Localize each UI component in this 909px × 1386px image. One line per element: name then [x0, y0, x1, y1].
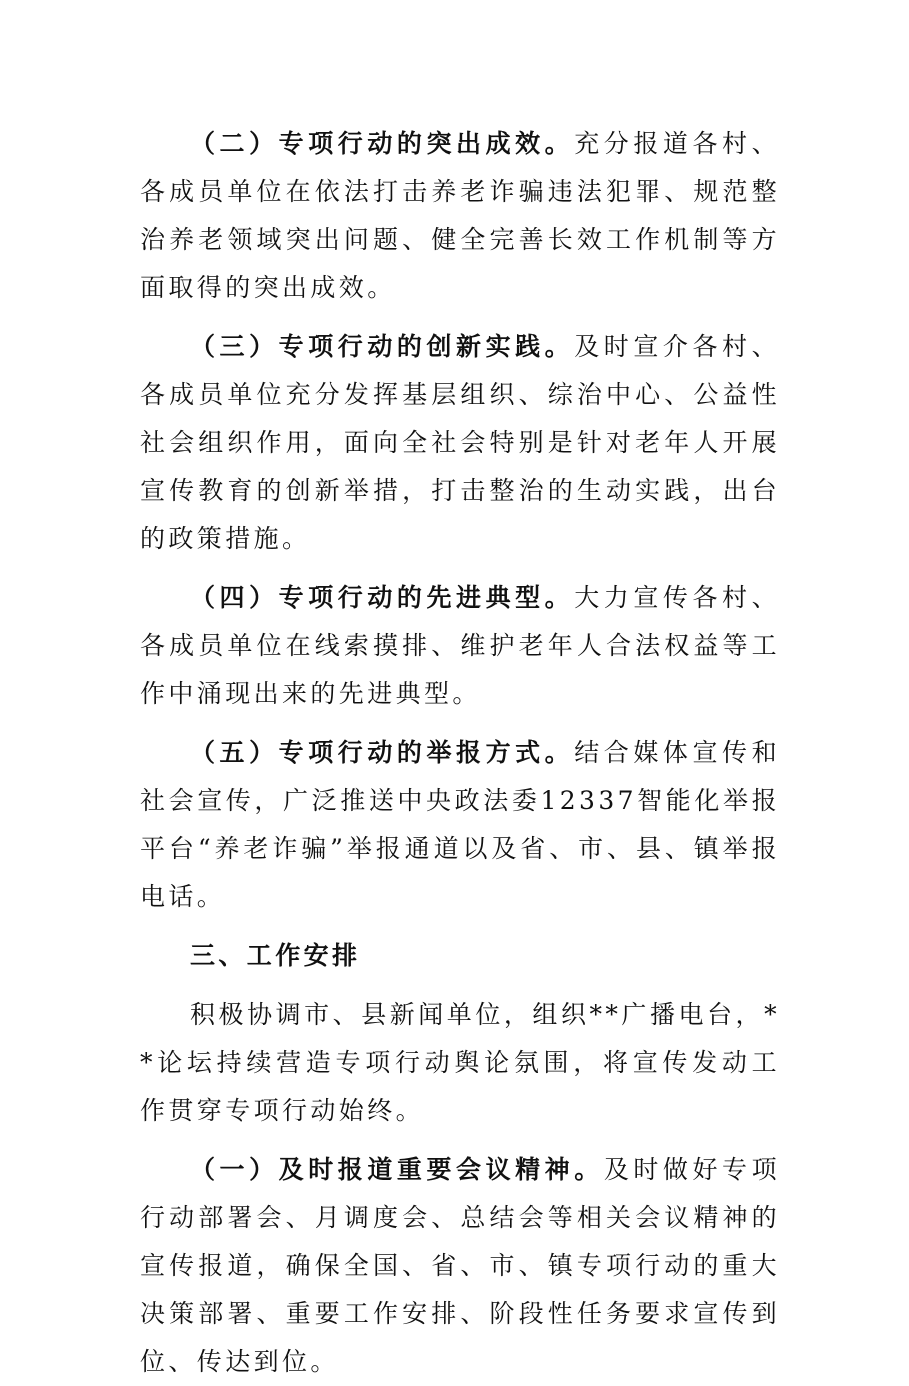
paragraph-lead: （二）专项行动的突出成效。	[190, 129, 575, 158]
section-intro: 积极协调市、县新闻单位，组织**广播电台，**论坛持续营造专项行动舆论氛围，将宣传发动工作贯穿专项行动始终。	[140, 1000, 780, 1125]
paragraph-body: 结合媒体宣传和社会宣传，广泛推送中央政法委12337智能化举报平台“养老诈骗”举报通道以及省、市、县、镇举报电话。	[140, 738, 780, 911]
paragraph-body: 大力宣传各村、各成员单位在线索摸排、维护老年人合法权益等工作中涌现出来的先进典型。	[140, 583, 780, 708]
paragraph-body: 充分报道各村、各成员单位在依法打击养老诈骗违法犯罪、规范整治养老领域突出问题、健全完善长效工作机制等方面取得的突出成效。	[140, 129, 780, 302]
paragraph-innovation	[140, 323, 780, 563]
paragraph-lead: （四）专项行动的先进典型。	[190, 583, 575, 612]
paragraph-body: 及时宣介各村、各成员单位充分发挥基层组织、综治中心、公益性社会组织作用，面向全社会特别是针对老年人开展宣传教育的创新举措，打击整治的生动实践，出台的政策措施。	[140, 332, 780, 553]
paragraph-lead: （一）及时报道重要会议精神。	[190, 1155, 604, 1184]
document-page	[140, 120, 780, 1386]
paragraph-achievements	[140, 120, 780, 312]
paragraph-body: 及时做好专项行动部署会、月调度会、总结会等相关会议精神的宣传报道，确保全国、省、市、镇专项行动的重大决策部署、重要工作安排、阶段性任务要求宣传到位、传达到位。	[140, 1155, 780, 1376]
paragraph-meetings	[140, 1146, 780, 1386]
paragraph-lead: （三）专项行动的创新实践。	[190, 332, 575, 361]
paragraph-lead: （五）专项行动的举报方式。	[190, 738, 575, 767]
paragraph-reporting	[140, 729, 780, 921]
section-heading: 三、工作安排	[190, 941, 361, 970]
paragraph-models	[140, 574, 780, 718]
